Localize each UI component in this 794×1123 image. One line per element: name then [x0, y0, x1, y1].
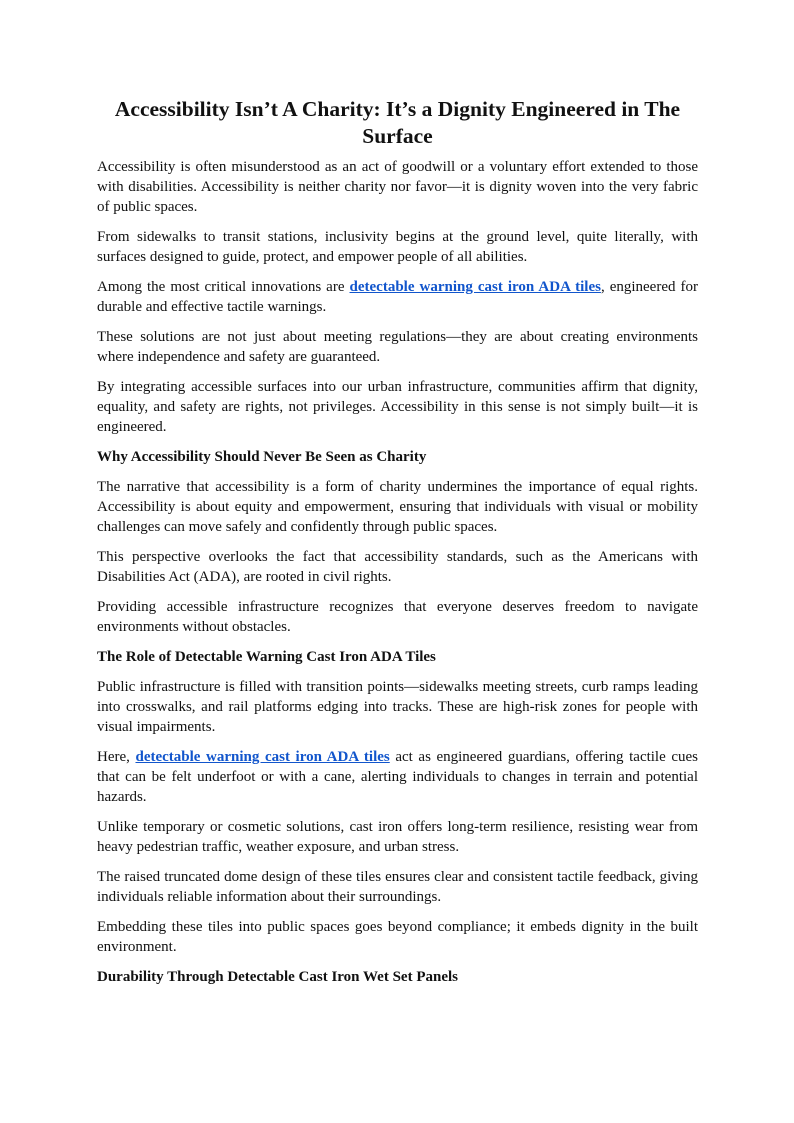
- paragraph-compliance: Embedding these tiles into public spaces goes beyond compliance; it embeds dignity in the built environment.: [97, 919, 698, 955]
- paragraph-text: , engineered for durable and effective tactile warnings.: [97, 279, 698, 315]
- paragraph-transition-points: Public infrastructure is filled with transition points—sidewalks meeting streets, curb ramps leading into crosswalks, and rail platforms edging into tracks. These are high-risk zones for people with visual impairments.: [97, 679, 698, 735]
- paragraph-text: act as engineered guardians, offering tactile cues that can be felt underfoot or with a cane, alerting individuals to changes in terrain and potential hazards.: [97, 749, 698, 805]
- section-heading-role: The Role of Detectable Warning Cast Iron ADA Tiles: [97, 649, 436, 665]
- paragraph-text: Here,: [97, 749, 136, 765]
- paragraph-integrating: By integrating accessible surfaces into our urban infrastructure, communities affirm that dignity, equality, and safety are rights, not privileges. Accessibility in this sense is not simply built—it is engineered.: [97, 379, 698, 435]
- tiles-link[interactable]: detectable warning cast iron ADA tiles: [135, 749, 390, 765]
- paragraph-narrative: The narrative that accessibility is a form of charity undermines the importance of equal rights. Accessibility is about equity and empowerment, ensuring that individuals with visual or mobility challenges can move safely and confidently through public spaces.: [97, 479, 698, 535]
- section-heading-charity: Why Accessibility Should Never Be Seen as Charity: [97, 449, 427, 465]
- section-heading-durability: Durability Through Detectable Cast Iron Wet Set Panels: [97, 969, 458, 985]
- paragraph-dome-design: The raised truncated dome design of these tiles ensures clear and consistent tactile feedback, giving individuals reliable information about their surroundings.: [97, 869, 698, 905]
- paragraph-infrastructure: Providing accessible infrastructure recognizes that everyone deserves freedom to navigate environments without obstacles.: [97, 599, 698, 635]
- paragraph-ground-level: From sidewalks to transit stations, inclusivity begins at the ground level, quite literally, with surfaces designed to guide, protect, and empower people of all abilities.: [97, 229, 698, 265]
- paragraph-regulations: These solutions are not just about meeting regulations—they are about creating environments where independence and safety are guaranteed.: [97, 329, 698, 365]
- paragraph-perspective: This perspective overlooks the fact that accessibility standards, such as the Americans with Disabilities Act (ADA), are rooted in civil rights.: [97, 549, 698, 585]
- paragraph-innovations: [97, 277, 698, 317]
- paragraph-resilience: Unlike temporary or cosmetic solutions, cast iron offers long-term resilience, resisting wear from heavy pedestrian traffic, weather exposure, and urban stress.: [97, 819, 698, 855]
- tiles-link[interactable]: detectable warning cast iron ADA tiles: [349, 279, 601, 295]
- paragraph-intro: Accessibility is often misunderstood as an act of goodwill or a voluntary effort extended to those with disabilities. Accessibility is neither charity nor favor—it is dignity woven into the very fabric of public spaces.: [97, 159, 698, 215]
- paragraph-guardians: [97, 747, 698, 807]
- paragraph-text: Among the most critical innovations are: [97, 279, 350, 295]
- document-page: [97, 96, 698, 997]
- page-title: Accessibility Isn’t A Charity: It’s a Dignity Engineered in The Surface: [114, 97, 681, 148]
